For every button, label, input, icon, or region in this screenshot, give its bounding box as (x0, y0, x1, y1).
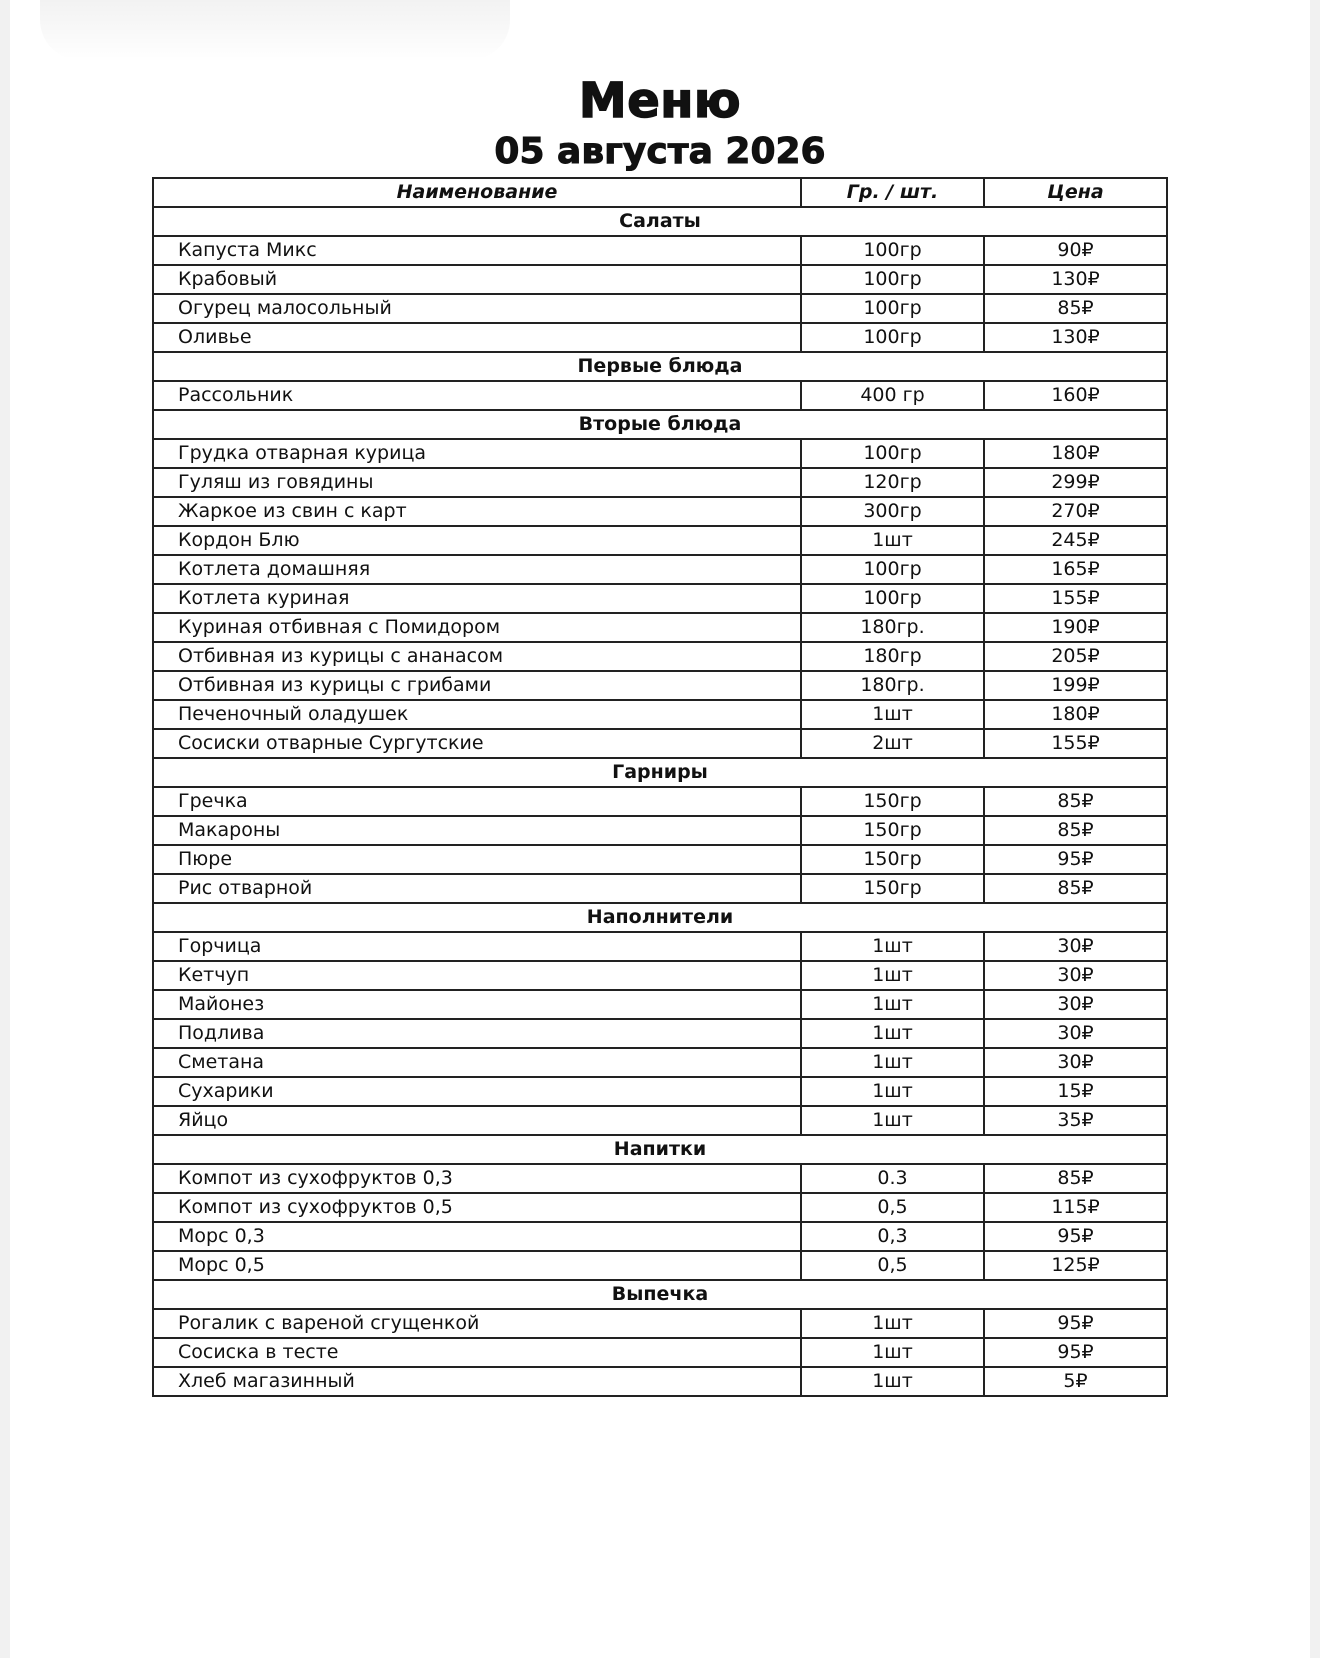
item-name: Сухарики (153, 1077, 801, 1106)
item-price: 155₽ (984, 729, 1167, 758)
item-price: 160₽ (984, 381, 1167, 410)
item-name: Сосиски отварные Сургутские (153, 729, 801, 758)
table-row (153, 1048, 1167, 1077)
page-edge-left (0, 0, 10, 1658)
table-row (153, 787, 1167, 816)
item-price: 85₽ (984, 874, 1167, 903)
section-title: Выпечка (153, 1280, 1167, 1309)
item-quantity: 180гр (801, 642, 984, 671)
item-price: 15₽ (984, 1077, 1167, 1106)
table-row (153, 671, 1167, 700)
item-quantity: 1шт (801, 1019, 984, 1048)
item-name: Жаркое из свин с карт (153, 497, 801, 526)
item-quantity: 1шт (801, 1048, 984, 1077)
table-row (153, 961, 1167, 990)
item-price: 125₽ (984, 1251, 1167, 1280)
section-title: Салаты (153, 207, 1167, 236)
table-row (153, 1309, 1167, 1338)
item-quantity: 1шт (801, 1367, 984, 1396)
item-price: 130₽ (984, 323, 1167, 352)
item-name: Подлива (153, 1019, 801, 1048)
item-name: Сосиска в тесте (153, 1338, 801, 1367)
scan-shadow (40, 0, 510, 60)
item-name: Хлеб магазинный (153, 1367, 801, 1396)
item-name: Рогалик с вареной сгущенкой (153, 1309, 801, 1338)
item-quantity: 0,3 (801, 1222, 984, 1251)
item-name: Оливье (153, 323, 801, 352)
item-quantity: 180гр. (801, 613, 984, 642)
item-quantity: 1шт (801, 990, 984, 1019)
table-row (153, 1193, 1167, 1222)
item-quantity: 150гр (801, 874, 984, 903)
table-row (153, 1367, 1167, 1396)
section-title: Гарниры (153, 758, 1167, 787)
item-price: 95₽ (984, 845, 1167, 874)
table-row (153, 526, 1167, 555)
table-row (153, 497, 1167, 526)
item-price: 90₽ (984, 236, 1167, 265)
item-name: Морс 0,5 (153, 1251, 801, 1280)
item-price: 30₽ (984, 961, 1167, 990)
table-row (153, 323, 1167, 352)
item-price: 180₽ (984, 700, 1167, 729)
item-name: Печеночный оладушек (153, 700, 801, 729)
item-name: Котлета домашняя (153, 555, 801, 584)
item-price: 299₽ (984, 468, 1167, 497)
item-quantity: 0.3 (801, 1164, 984, 1193)
title-block (0, 72, 1320, 174)
item-quantity: 0,5 (801, 1251, 984, 1280)
item-quantity: 1шт (801, 700, 984, 729)
item-quantity: 400 гр (801, 381, 984, 410)
item-quantity: 100гр (801, 584, 984, 613)
section-title: Первые блюда (153, 352, 1167, 381)
table-row (153, 1222, 1167, 1251)
table-row (153, 990, 1167, 1019)
table-row (153, 1251, 1167, 1280)
item-price: 155₽ (984, 584, 1167, 613)
section-row (153, 410, 1167, 439)
item-quantity: 100гр (801, 265, 984, 294)
table-row (153, 1338, 1167, 1367)
header-row (153, 178, 1167, 207)
item-price: 5₽ (984, 1367, 1167, 1396)
item-price: 35₽ (984, 1106, 1167, 1135)
item-price: 165₽ (984, 555, 1167, 584)
item-quantity: 1шт (801, 932, 984, 961)
table-row (153, 816, 1167, 845)
page-edge-right (1310, 0, 1320, 1658)
item-price: 95₽ (984, 1338, 1167, 1367)
item-price: 270₽ (984, 497, 1167, 526)
item-name: Кетчуп (153, 961, 801, 990)
item-name: Кордон Блю (153, 526, 801, 555)
item-price: 85₽ (984, 787, 1167, 816)
item-price: 85₽ (984, 294, 1167, 323)
section-row (153, 207, 1167, 236)
item-quantity: 150гр (801, 845, 984, 874)
item-name: Котлета куриная (153, 584, 801, 613)
item-price: 130₽ (984, 265, 1167, 294)
item-quantity: 100гр (801, 555, 984, 584)
section-row (153, 1280, 1167, 1309)
section-row (153, 1135, 1167, 1164)
item-name: Гуляш из говядины (153, 468, 801, 497)
item-price: 245₽ (984, 526, 1167, 555)
item-price: 205₽ (984, 642, 1167, 671)
header-name: Наименование (153, 178, 801, 207)
header-qty: Гр. / шт. (801, 178, 984, 207)
table-row (153, 845, 1167, 874)
table-row (153, 555, 1167, 584)
table-row (153, 700, 1167, 729)
section-title: Вторые блюда (153, 410, 1167, 439)
table-row (153, 1077, 1167, 1106)
item-quantity: 100гр (801, 323, 984, 352)
item-price: 85₽ (984, 816, 1167, 845)
page-title: Меню (578, 73, 742, 129)
item-price: 180₽ (984, 439, 1167, 468)
table-row (153, 613, 1167, 642)
table-row (153, 1106, 1167, 1135)
table-row (153, 729, 1167, 758)
item-quantity: 1шт (801, 961, 984, 990)
item-quantity: 100гр (801, 294, 984, 323)
item-name: Огурец малосольный (153, 294, 801, 323)
section-title: Напитки (153, 1135, 1167, 1164)
item-quantity: 1шт (801, 1338, 984, 1367)
item-name: Компот из сухофруктов 0,3 (153, 1164, 801, 1193)
menu-body (153, 207, 1167, 1396)
item-price: 30₽ (984, 1048, 1167, 1077)
item-name: Грудка отварная курица (153, 439, 801, 468)
menu-date: 05 августа 2026 (494, 131, 826, 172)
item-quantity: 2шт (801, 729, 984, 758)
item-name: Сметана (153, 1048, 801, 1077)
item-name: Рассольник (153, 381, 801, 410)
item-price: 30₽ (984, 1019, 1167, 1048)
table-row (153, 1164, 1167, 1193)
item-name: Горчица (153, 932, 801, 961)
item-quantity: 1шт (801, 526, 984, 555)
section-row (153, 352, 1167, 381)
item-quantity: 180гр. (801, 671, 984, 700)
item-name: Крабовый (153, 265, 801, 294)
table-row (153, 874, 1167, 903)
item-name: Майонез (153, 990, 801, 1019)
section-row (153, 903, 1167, 932)
item-quantity: 150гр (801, 787, 984, 816)
item-quantity: 100гр (801, 236, 984, 265)
table-row (153, 932, 1167, 961)
item-price: 30₽ (984, 990, 1167, 1019)
header-price: Цена (984, 178, 1167, 207)
item-price: 199₽ (984, 671, 1167, 700)
item-name: Морс 0,3 (153, 1222, 801, 1251)
table-row (153, 294, 1167, 323)
item-price: 95₽ (984, 1309, 1167, 1338)
item-price: 85₽ (984, 1164, 1167, 1193)
item-price: 30₽ (984, 932, 1167, 961)
item-quantity: 100гр (801, 439, 984, 468)
item-quantity: 1шт (801, 1309, 984, 1338)
table-row (153, 236, 1167, 265)
menu-table (152, 177, 1168, 1397)
item-name: Отбивная из курицы с грибами (153, 671, 801, 700)
table-row (153, 584, 1167, 613)
item-name: Капуста Микс (153, 236, 801, 265)
item-quantity: 150гр (801, 816, 984, 845)
table-row (153, 468, 1167, 497)
item-name: Пюре (153, 845, 801, 874)
table-row (153, 1019, 1167, 1048)
item-name: Гречка (153, 787, 801, 816)
item-price: 190₽ (984, 613, 1167, 642)
item-name: Яйцо (153, 1106, 801, 1135)
table-row (153, 265, 1167, 294)
table-row (153, 439, 1167, 468)
item-name: Куриная отбивная с Помидором (153, 613, 801, 642)
item-name: Отбивная из курицы с ананасом (153, 642, 801, 671)
item-name: Макароны (153, 816, 801, 845)
table-row (153, 642, 1167, 671)
section-title: Наполнители (153, 903, 1167, 932)
item-price: 115₽ (984, 1193, 1167, 1222)
item-quantity: 300гр (801, 497, 984, 526)
item-price: 95₽ (984, 1222, 1167, 1251)
item-name: Компот из сухофруктов 0,5 (153, 1193, 801, 1222)
section-row (153, 758, 1167, 787)
item-name: Рис отварной (153, 874, 801, 903)
table-row (153, 381, 1167, 410)
item-quantity: 0,5 (801, 1193, 984, 1222)
item-quantity: 1шт (801, 1077, 984, 1106)
item-quantity: 120гр (801, 468, 984, 497)
item-quantity: 1шт (801, 1106, 984, 1135)
